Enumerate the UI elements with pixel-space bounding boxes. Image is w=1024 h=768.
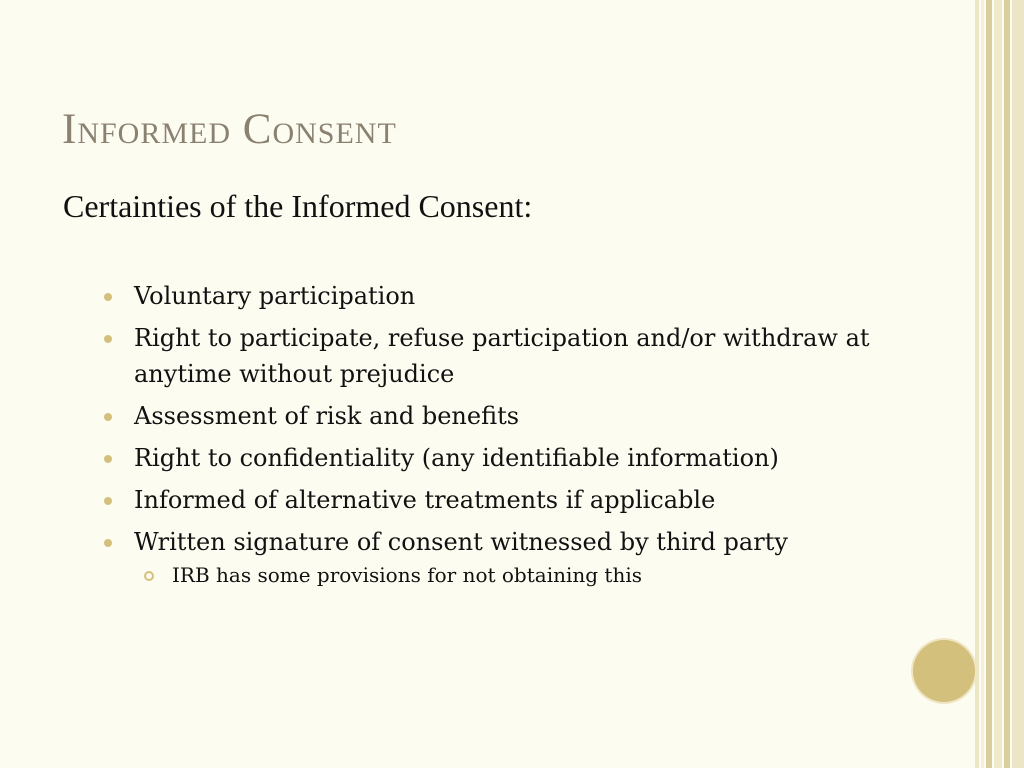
slide-intro: Certainties of the Informed Consent: [63,188,533,224]
bullet-item [104,482,964,518]
bullet-icon [104,539,112,547]
decorative-stripe [975,0,979,768]
sub-bullet-text: IRB has some provisions for not obtaining this [172,563,642,587]
bullet-item [104,440,964,476]
bullet-icon [104,293,112,301]
decorative-stripe [981,0,984,768]
bullet-text: Written signature of consent witnessed by third party [134,528,788,556]
bullet-text: Assessment of risk and benefits [134,402,520,430]
decorative-stripe [986,0,992,768]
bullet-icon [104,335,112,343]
sub-bullet-item [144,560,964,590]
bullet-text: Right to participate, refuse participation and/or withdraw at anytime without prejudice [134,324,870,388]
bullet-text: Voluntary participation [134,282,416,310]
slide-title: Informed Consent [62,106,397,153]
bullet-text: Informed of alternative treatments if applicable [134,486,716,514]
bullet-icon [104,497,112,505]
decorative-stripe [1004,0,1010,768]
decorative-circle [913,640,975,702]
bullet-list [104,278,964,596]
bullet-item [104,278,964,314]
bullet-item [104,320,964,392]
sub-bullet-icon [144,571,154,581]
decorative-stripe [994,0,1002,768]
bullet-text: Right to confidentiality (any identifiable information) [134,444,779,472]
sub-bullet-list [134,560,964,590]
decorative-stripe [1012,0,1024,768]
bullet-item [104,398,964,434]
bullet-icon [104,455,112,463]
bullet-icon [104,413,112,421]
bullet-item [104,524,964,590]
